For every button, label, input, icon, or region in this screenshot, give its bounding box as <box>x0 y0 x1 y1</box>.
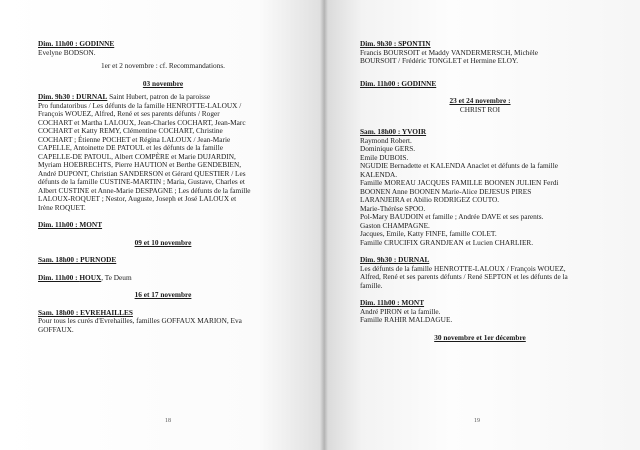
intention-line: André PIRON et la famille. <box>360 306 441 316</box>
mass-place: MONT <box>401 298 425 307</box>
mass-place: SPONTIN <box>398 39 431 48</box>
mass-time: Dim. 11h00 : <box>38 220 80 229</box>
mass-place: PURNODE <box>80 255 117 264</box>
date-heading: 09 et 10 novembre <box>134 237 192 247</box>
date-heading: 03 novembre <box>142 78 184 88</box>
intention-line: Famille CRUCIFIX GRANDJEAN et Lucien CHARLIER. <box>360 237 534 247</box>
intention-line: Alfred, René et ses parents défunts / René SEPTON et les défunts de la <box>360 272 568 281</box>
mass-place: DURNAL <box>398 255 430 264</box>
page-number: 19 <box>474 418 480 424</box>
intention-line: COCHART et Martha LALOUX, Jean-Charles COCHART, Jean-Marc <box>38 117 246 127</box>
intention-line: CAPELLE-DE PATOUL, Albert COMPÈRE et Marie DUJARDIN, <box>38 151 236 161</box>
intention-line: COCHART ; Étienne POCHET et Régina LALOUX / Jean-Marie <box>38 134 231 144</box>
date-heading: 23 et 24 novembre : <box>449 96 511 105</box>
mass-time: Dim. 11h00 : <box>360 298 402 307</box>
intention-line: Dominique GERS. <box>360 144 416 153</box>
intention-line: Evelyne BODSON. <box>38 47 96 57</box>
intention-line: Les défunts de la famille HENROTTE-LALOUX / François WOUEZ, <box>360 263 566 273</box>
intention-line: famille. <box>360 280 383 290</box>
page-fold <box>320 0 328 450</box>
intention-line: NGUDIE Bernadette et KALENDA Anaclet et défunts de la famille <box>360 161 558 170</box>
left-page-content <box>38 40 288 334</box>
intention-line: BOONEN Anne BOONEN Marie-Alice DEJESUS PIRES <box>360 186 532 196</box>
intention-line: défunts de la famille CUSTINE-MARTIN ; Maria, Gustave, Charles et <box>38 177 245 186</box>
intention-line: KALENDA. <box>360 169 398 179</box>
intention-line: Famille MOREAU JACQUES FAMILLE BOONEN JULIEN Ferdi <box>360 178 559 187</box>
intention-line: Marie-Thérèse SPOO. <box>360 203 426 213</box>
recommendation-note <box>38 62 288 71</box>
mass-time: Dim. 11h00 : <box>38 39 80 48</box>
intention-line: François WOUEZ, Alfred, René et ses parents défunts / Roger <box>38 109 220 118</box>
mass-place: HOUX <box>79 272 102 282</box>
mass-time: Dim. 9h30 : <box>360 255 399 264</box>
intention-line: Pour tous les curés d'Evrehailles, familles GOFFAUX MARION, Eva <box>38 316 242 325</box>
mass-note: , Te Deum <box>101 272 132 282</box>
mass-entry <box>38 256 288 265</box>
mass-time: Dim. 9h30 : <box>360 39 399 48</box>
mass-time: Dim. 9h30 : <box>38 92 77 101</box>
mass-time: Sam. 18h00 : <box>38 255 81 264</box>
intention-line: Francis BOURSOIT et Maddy VANDERMERSCH, Michèle <box>360 47 538 57</box>
intention-line: Jacques, Emile, Katty FINFE, famille COLET. <box>360 229 497 238</box>
intentions-block <box>38 102 288 213</box>
intention-line: Myriam HOEBRECHTS, Pierre HAUTION et Berthe GENDEBIEN, <box>38 160 242 169</box>
right-page-content <box>360 40 600 342</box>
mass-entry <box>38 221 288 230</box>
intention-line: Famille RAHIR MALDAGUE. <box>360 315 453 324</box>
mass-note: Saint Hubert, patron de la paroisse <box>107 92 211 101</box>
mass-place: YVOIR <box>401 127 427 136</box>
mass-place: GODINNE <box>401 78 437 88</box>
intention-line: Pol-Mary BAUDOIN et famille ; Andrée DAVE et ses parents. <box>360 212 544 221</box>
intention-line: André DUPONT, Christian SANDERSON et Gérard QUESTIER / Les <box>38 168 246 178</box>
intention-line: BOURSOIT / Frédéric TONGLET et Hermine ELOY. <box>360 56 519 65</box>
intention-line: LALOUX-ROQUET ; Nestor, Auguste, Joseph et José LALOUX et <box>38 194 237 203</box>
intention-line: Gaston CHAMPAGNE. <box>360 220 430 230</box>
mass-entry <box>360 80 600 89</box>
intention-line: COCHART et Katty REMY, Clémentine COCHART, Christine <box>38 126 223 135</box>
mass-entry <box>38 274 288 283</box>
intention-line: Pro fundatoribus / Les défunts de la famille HENROTTE-LALOUX / <box>38 100 242 110</box>
intention-line: Emile DUBOIS. <box>360 152 409 162</box>
intention-line: LARANJEIRA et Abilio RODRIGEZ COUTO. <box>360 195 500 204</box>
right-page <box>324 0 640 450</box>
intentions-block <box>360 49 600 66</box>
mass-place: GODINNE <box>79 39 115 48</box>
recommendation-text: 1er et 2 novembre : cf. Recommandations. <box>100 61 225 70</box>
feast-name: CHRIST ROI <box>459 104 501 114</box>
mass-place: EVREHAILLES <box>80 307 133 317</box>
date-heading: 30 novembre et 1er décembre <box>434 332 526 342</box>
mass-place: DURNAL <box>76 92 108 101</box>
intention-line: CAPELLE, Antoinette DE PATOUL et les défunts de la famille <box>38 143 223 152</box>
intentions-block <box>360 265 600 291</box>
intentions-block <box>360 137 600 248</box>
mass-place: MONT <box>79 220 103 229</box>
intention-line: Irène ROQUET. <box>38 202 86 212</box>
date-heading: 16 et 17 novembre <box>134 290 192 299</box>
mass-time: Sam. 18h00 : <box>38 307 81 317</box>
mass-time: Sam. 18h00 : <box>360 127 402 136</box>
intention-line: GOFFAUX. <box>38 324 74 334</box>
intention-line: Albert CUSTINE et Anne-Marie DESPAGNE ; Les défunts de la famille <box>38 185 251 195</box>
mass-time: Dim. 11h00 : <box>360 78 402 88</box>
page-number: 18 <box>165 418 171 424</box>
intention-line: Raymond Robert. <box>360 135 412 145</box>
mass-time: Dim. 11h00 : <box>38 272 80 282</box>
